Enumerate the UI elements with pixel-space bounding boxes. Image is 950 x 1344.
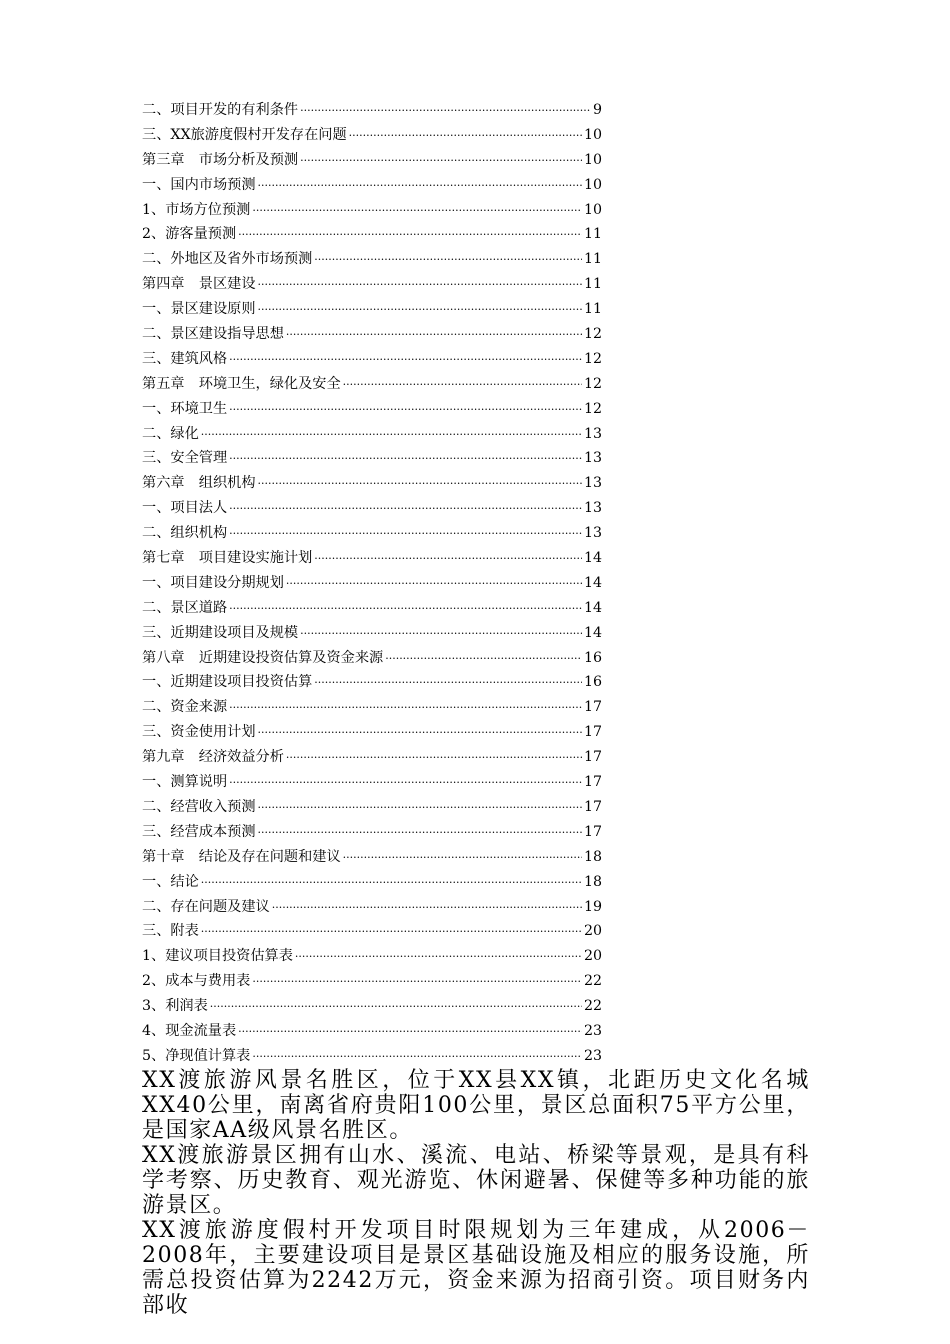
- toc-dot-leader: [210, 995, 582, 1020]
- toc-entry-title: 第七章 项目建设实施计划: [142, 550, 313, 567]
- toc-entry: [142, 198, 602, 223]
- toc-entry: [142, 297, 602, 322]
- toc-dot-leader: [229, 771, 582, 796]
- toc-entry-title: 一、项目法人: [142, 500, 228, 517]
- toc-entry-title: 二、外地区及省外市场预测: [142, 251, 313, 268]
- toc-entry-title: 一、景区建设原则: [142, 301, 256, 318]
- toc-entry-page: 18: [583, 848, 602, 865]
- toc-entry: [142, 173, 602, 198]
- toc-entry: [142, 895, 602, 920]
- toc-entry: [142, 646, 602, 671]
- toc-entry-page: 11: [583, 226, 602, 243]
- toc-dot-leader: [238, 1020, 582, 1045]
- toc-entry-page: 13: [583, 525, 602, 542]
- toc-entry-page: 12: [583, 350, 602, 367]
- toc-entry-page: 17: [583, 798, 602, 815]
- toc-entry: [142, 322, 602, 347]
- toc-entry: [142, 98, 602, 123]
- toc-entry-page: 22: [583, 998, 602, 1015]
- toc-entry: [142, 571, 602, 596]
- toc-entry-title: 二、绿化: [142, 425, 199, 442]
- toc-entry: [142, 695, 602, 720]
- toc-entry: [142, 845, 602, 870]
- toc-entry: [142, 870, 602, 895]
- toc-dot-leader: [286, 746, 582, 771]
- toc-entry: [142, 621, 602, 646]
- toc-dot-leader: [252, 1045, 582, 1070]
- toc-entry-title: 二、景区建设指导思想: [142, 326, 284, 343]
- toc-entry-page: 17: [583, 699, 602, 716]
- toc-entry-title: 三、建筑风格: [142, 350, 228, 367]
- toc-entry-title: 二、经营收入预测: [142, 798, 256, 815]
- toc-entry-page: 14: [583, 574, 602, 591]
- toc-dot-leader: [258, 273, 582, 298]
- toc-entry: [142, 770, 602, 795]
- toc-entry-title: 2、游客量预测: [142, 226, 237, 243]
- toc-entry-page: 10: [583, 201, 602, 218]
- toc-dot-leader: [229, 522, 582, 547]
- toc-dot-leader: [300, 99, 591, 124]
- toc-entry-page: 17: [583, 749, 602, 766]
- toc-entry: [142, 670, 602, 695]
- toc-entry: [142, 720, 602, 745]
- toc-dot-leader: [258, 174, 582, 199]
- toc-entry-title: 第九章 经济效益分析: [142, 749, 284, 766]
- toc-entry-page: 14: [583, 624, 602, 641]
- toc-dot-leader: [286, 323, 582, 348]
- toc-entry: [142, 820, 602, 845]
- toc-entry-title: 1、市场方位预测: [142, 201, 251, 218]
- toc-entry: [142, 222, 602, 247]
- toc-entry-page: 17: [583, 823, 602, 840]
- toc-entry-title: 第三章 市场分析及预测: [142, 151, 299, 168]
- toc-entry: [142, 969, 602, 994]
- toc-entry-title: 一、项目建设分期规划: [142, 574, 284, 591]
- toc-entry: [142, 471, 602, 496]
- toc-dot-leader: [258, 796, 582, 821]
- toc-entry-page: 17: [583, 774, 602, 791]
- toc-entry: [142, 546, 602, 571]
- toc-dot-leader: [295, 945, 582, 970]
- body-paragraph: XX渡旅游度假村开发项目时限规划为三年建成，从2006－2008年，主要建设项目是景区基础设施及相应的服务设施，所需总投资估算为2242万元，资金来源为招商引资。项目财务内部收: [142, 1218, 810, 1318]
- toc-entry-page: 19: [583, 898, 602, 915]
- toc-dot-leader: [272, 896, 582, 921]
- toc-entry: [142, 372, 602, 397]
- toc-entry-title: 一、结论: [142, 873, 199, 890]
- toc-entry-title: 二、景区道路: [142, 599, 228, 616]
- toc-entry-title: 第六章 组织机构: [142, 475, 256, 492]
- toc-dot-leader: [314, 671, 582, 696]
- table-of-contents: [142, 98, 602, 1069]
- toc-dot-leader: [229, 398, 582, 423]
- toc-entry-title: 三、近期建设项目及规模: [142, 624, 299, 641]
- toc-entry-title: 第四章 景区建设: [142, 276, 256, 293]
- toc-entry-page: 10: [583, 151, 602, 168]
- toc-entry-page: 14: [583, 599, 602, 616]
- toc-dot-leader: [238, 223, 582, 248]
- toc-entry-page: 13: [583, 425, 602, 442]
- toc-entry-title: 1、建议项目投资估算表: [142, 948, 293, 965]
- toc-entry-title: 一、环境卫生: [142, 400, 228, 417]
- toc-entry-title: 二、资金来源: [142, 699, 228, 716]
- toc-dot-leader: [300, 149, 582, 174]
- toc-entry: [142, 496, 602, 521]
- toc-dot-leader: [258, 721, 582, 746]
- body-paragraph: XX渡旅游风景名胜区，位于XX县XX镇，北距历史文化名城XX40公里，南离省府贵阳100公里，景区总面积75平方公里，是国家AA级风景名胜区。: [142, 1068, 810, 1143]
- toc-entry-title: 三、安全管理: [142, 450, 228, 467]
- toc-entry-title: 三、经营成本预测: [142, 823, 256, 840]
- toc-entry-title: 4、现金流量表: [142, 1022, 237, 1039]
- toc-entry-title: 二、存在问题及建议: [142, 898, 270, 915]
- toc-entry-title: 一、国内市场预测: [142, 176, 256, 193]
- toc-entry-title: 二、项目开发的有利条件: [142, 102, 299, 118]
- toc-entry-title: 一、近期建设项目投资估算: [142, 674, 313, 691]
- toc-dot-leader: [343, 846, 582, 871]
- toc-entry-page: 13: [583, 450, 602, 467]
- toc-entry-page: 17: [583, 724, 602, 741]
- toc-entry: [142, 994, 602, 1019]
- toc-dot-leader: [229, 497, 582, 522]
- toc-entry-page: 12: [583, 375, 602, 392]
- toc-entry: [142, 1044, 602, 1069]
- toc-dot-leader: [252, 199, 582, 224]
- toc-dot-leader: [201, 871, 582, 896]
- toc-dot-leader: [286, 572, 582, 597]
- toc-dot-leader: [229, 597, 582, 622]
- toc-entry-title: 三、资金使用计划: [142, 724, 256, 741]
- toc-entry-page: 23: [583, 1022, 602, 1039]
- toc-entry-page: 16: [583, 649, 602, 666]
- toc-entry: [142, 745, 602, 770]
- toc-entry: [142, 123, 602, 148]
- toc-entry-page: 20: [583, 948, 602, 965]
- toc-entry-page: 11: [583, 301, 602, 318]
- toc-entry-title: 第八章 近期建设投资估算及资金来源: [142, 649, 384, 666]
- toc-entry: [142, 1019, 602, 1044]
- toc-entry-page: 9: [592, 102, 602, 118]
- toc-entry: [142, 944, 602, 969]
- toc-entry-title: 3、利润表: [142, 998, 208, 1015]
- toc-dot-leader: [314, 248, 582, 273]
- toc-entry: [142, 919, 602, 944]
- toc-entry: [142, 148, 602, 173]
- toc-entry: [142, 397, 602, 422]
- toc-entry: [142, 272, 602, 297]
- toc-entry-page: 13: [583, 500, 602, 517]
- toc-dot-leader: [252, 970, 582, 995]
- toc-entry-page: 10: [583, 126, 602, 143]
- toc-entry-title: 2、成本与费用表: [142, 973, 251, 990]
- toc-dot-leader: [229, 696, 582, 721]
- toc-dot-leader: [385, 647, 582, 672]
- toc-dot-leader: [201, 423, 582, 448]
- toc-dot-leader: [349, 124, 582, 149]
- toc-entry-page: 12: [583, 400, 602, 417]
- toc-entry-page: 12: [583, 326, 602, 343]
- toc-dot-leader: [314, 547, 582, 572]
- toc-entry-title: 三、附表: [142, 923, 199, 940]
- toc-entry-page: 13: [583, 475, 602, 492]
- toc-entry: [142, 446, 602, 471]
- toc-dot-leader: [229, 447, 582, 472]
- toc-entry: [142, 596, 602, 621]
- toc-entry-title: 三、XX旅游度假村开发存在问题: [142, 126, 347, 143]
- toc-entry-page: 11: [583, 276, 602, 293]
- toc-entry-page: 22: [583, 973, 602, 990]
- toc-dot-leader: [343, 373, 582, 398]
- toc-entry-page: 10: [583, 176, 602, 193]
- toc-entry-title: 5、净现值计算表: [142, 1047, 251, 1064]
- body-text: [142, 1068, 810, 1318]
- body-paragraph: XX渡旅游景区拥有山水、溪流、电站、桥梁等景观，是具有科学考察、历史教育、观光游览、休闲避暑、保健等多种功能的旅游景区。: [142, 1143, 810, 1218]
- toc-entry-page: 16: [583, 674, 602, 691]
- toc-entry-page: 14: [583, 550, 602, 567]
- toc-dot-leader: [258, 298, 582, 323]
- toc-dot-leader: [229, 348, 582, 373]
- toc-entry-title: 一、测算说明: [142, 774, 228, 791]
- toc-entry-page: 23: [583, 1047, 602, 1064]
- toc-entry-page: 20: [583, 923, 602, 940]
- toc-entry-page: 18: [583, 873, 602, 890]
- toc-entry-title: 二、组织机构: [142, 525, 228, 542]
- toc-entry: [142, 247, 602, 272]
- toc-entry-title: 第五章 环境卫生，绿化及安全: [142, 375, 341, 392]
- toc-entry: [142, 521, 602, 546]
- toc-dot-leader: [300, 622, 582, 647]
- toc-dot-leader: [201, 920, 582, 945]
- toc-dot-leader: [258, 821, 582, 846]
- toc-entry: [142, 347, 602, 372]
- toc-entry-title: 第十章 结论及存在问题和建议: [142, 848, 341, 865]
- toc-entry-page: 11: [583, 251, 602, 268]
- toc-entry: [142, 422, 602, 447]
- toc-entry: [142, 795, 602, 820]
- toc-dot-leader: [258, 472, 582, 497]
